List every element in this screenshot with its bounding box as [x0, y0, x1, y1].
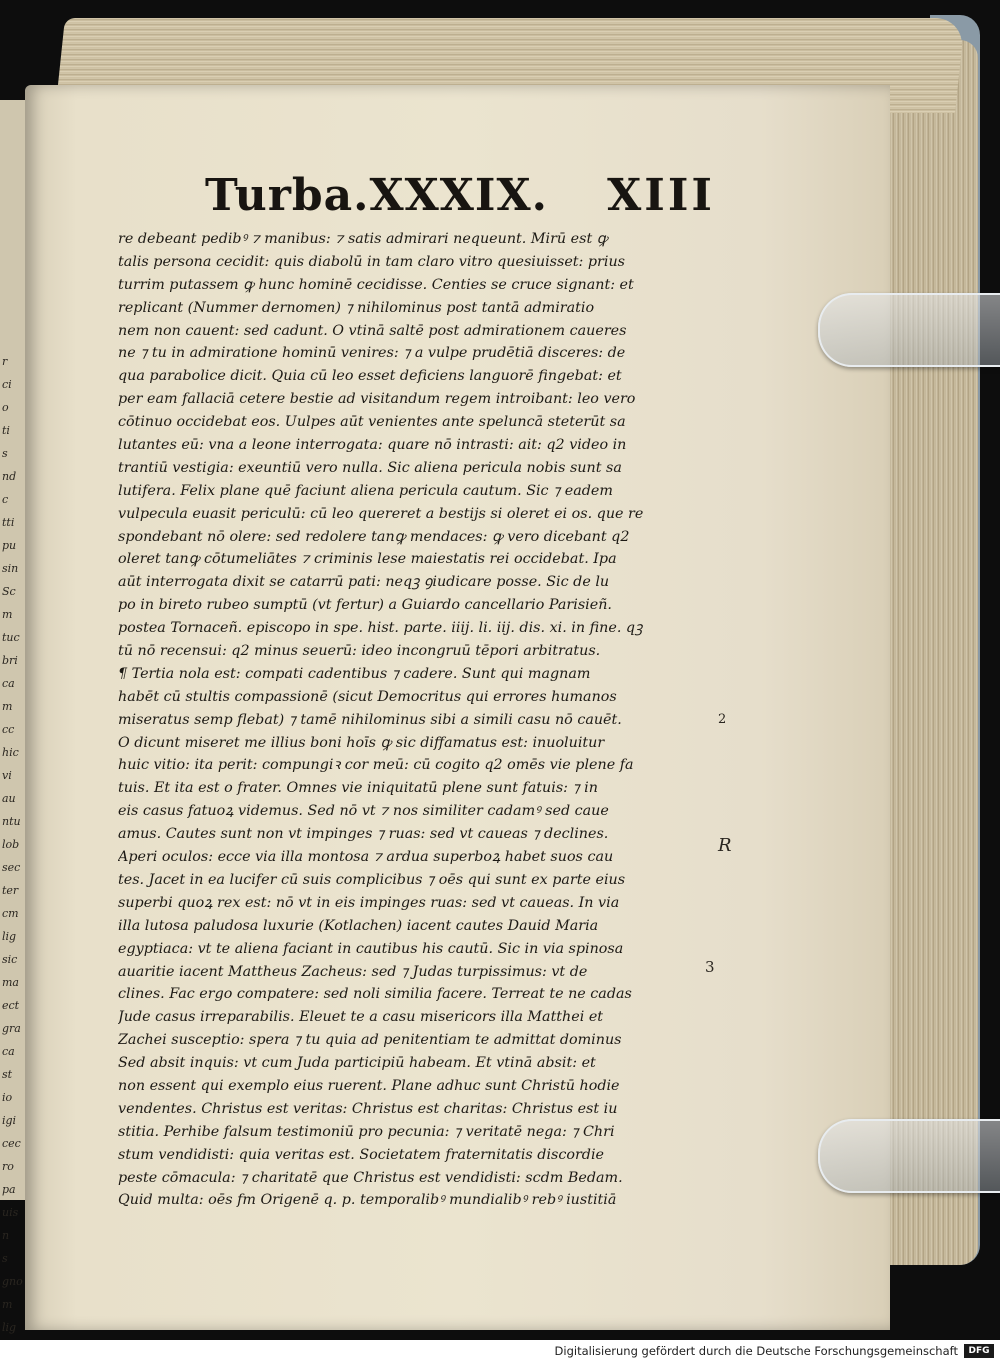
facing-page-fragment: vi	[2, 769, 12, 782]
facing-page-fragment: au	[2, 792, 16, 805]
facing-page-fragment: tuc	[2, 631, 20, 644]
text-line: turrim putassem ꝙ hunc hominē cecidisse. Centies se cruce signant: et	[118, 276, 634, 293]
text-line: oleret tanꝙ cōtumeliātes ⁊ criminis lese maiestatis rei occidebat. Ipa	[118, 551, 617, 568]
text-line: non essent qui exemplo eius ruerent. Plane adhuc sunt Christū hodie	[118, 1077, 620, 1094]
facing-page-fragment: lob	[2, 838, 20, 851]
text-line: tes. Jacet in ea lucifer cū suis complicibus ⁊ oēs qui sunt ex parte eius	[118, 871, 626, 888]
facing-page-fragment: cc	[2, 723, 15, 736]
facing-page-fragment: m	[2, 608, 13, 621]
facing-page-fragment: n	[2, 1229, 10, 1242]
facing-page-fragment: sin	[2, 562, 19, 575]
text-line: talis persona cecidit: quis diabolū in tam claro vitro quesiuisset: prius	[118, 253, 626, 270]
facing-page-fragment: m	[2, 700, 13, 713]
facing-page-fragment: sic	[2, 953, 18, 966]
facing-page-fragment: ro	[2, 1160, 14, 1173]
facing-page-fragment: ter	[2, 884, 19, 897]
text-line: Quid multa: oēs fm Origenē q. p. temporalibꝰ mundialibꝰ rebꝰ iustitiā	[118, 1192, 617, 1209]
facing-page-fragment: cm	[2, 907, 19, 920]
text-line: ¶ Tertia nola est: compati cadentibus ⁊ cadere. Sunt qui magnam	[118, 665, 591, 682]
facing-page-fragment: pu	[2, 539, 17, 552]
text-line: Sed absit inquis: vt cum Juda participiū habeam. Et vtinā absit: et	[118, 1055, 596, 1072]
text-line: auaritie iacent Mattheus Zacheus: sed ⁊ Judas turpissimus: vt de	[118, 963, 588, 980]
text-line: miseratus semp flebat) ⁊ tamē nihilominus sibi a simili casu nō cauēt.	[118, 711, 622, 728]
text-line: vendentes. Christus est veritas: Christus est charitas: Christus est iu	[118, 1100, 618, 1117]
facing-page-fragment: m	[2, 1298, 13, 1311]
page-clamp-top	[818, 293, 1000, 367]
facing-page-fragment: gno	[2, 1275, 23, 1288]
facing-page-fragment: s	[2, 1252, 8, 1265]
funding-credit: Digitalisierung gefördert durch die Deutsche Forschungsgemeinschaft	[554, 1344, 958, 1358]
facing-page-fragment: tti	[2, 516, 15, 529]
text-line: replicant (Nummer dernomen) ⁊ nihilominus post tantā admiratio	[118, 299, 595, 316]
text-line: qua parabolice dicit. Quia cū leo esset deficiens languorē fingebat: et	[118, 368, 622, 385]
text-line: postea Tornaceñ. episcopo in spe. hist. parte. iiij. li. iij. dis. xi. in fine. qꝫ	[118, 620, 643, 637]
facing-page-fragment: ect	[2, 999, 20, 1012]
facing-page-fragment: ca	[2, 677, 15, 690]
margin-note: 3	[705, 958, 715, 976]
page-clamp-bottom	[818, 1119, 1000, 1193]
text-line: tuis. Et ita est o frater. Omnes vie iniquitatū plene sunt fatuis: ⁊ in	[118, 780, 598, 797]
text-line: eis casus fatuoꝝ videmus. Sed nō vt ⁊ nos similiter cadamꝰ sed caue	[118, 803, 609, 820]
facing-page-fragment: cec	[2, 1137, 21, 1150]
facing-page-fragment: ca	[2, 1045, 15, 1058]
facing-page-fragment: ci	[2, 378, 12, 391]
facing-page-fragment: igi	[2, 1114, 17, 1127]
text-line: illa lutosa paludosa luxurie (Kotlachen) iacent cautes Dauid Maria	[118, 917, 599, 934]
text-line: per eam fallaciā cetere bestie ad visitandum regem introibant: leo vero	[118, 391, 636, 408]
facing-page-fragment: uis	[2, 1206, 19, 1219]
text-line: tū nō recensui: q2 minus seuerū: ideo incongruū tēpori arbitratus.	[118, 643, 601, 660]
facing-page-fragment: gra	[2, 1022, 21, 1035]
text-line: egyptiaca: vt te aliena faciant in cautibus his cautū. Sic in via spinosa	[118, 940, 624, 957]
text-line: superbi quoꝝ rex est: nō vt in eis impinges ruas: sed vt caueas. In via	[118, 894, 620, 911]
text-line: peste cōmacula: ⁊ charitatē que Christus est vendidisti: scdm Bedam.	[118, 1169, 623, 1186]
facing-page-fragment: st	[2, 1068, 13, 1081]
facing-page-fragment: o	[2, 401, 9, 414]
facing-page-fragment: io	[2, 1091, 13, 1104]
text-line: po in bireto rubeo sumptū (vt fertur) a Guiardo cancellario Parisieñ.	[118, 597, 612, 614]
facing-page-fragment: bri	[2, 654, 18, 667]
text-line: aūt interrogata dixit se catarrū pati: neqꝫ ꝯiudicare posse. Sic de lu	[118, 574, 610, 591]
folio-number: XIII	[607, 170, 715, 221]
dfg-logo: DFG	[964, 1344, 994, 1358]
text-line: spondebant nō olere: sed redolere tanꝙ mendaces: ꝙ vero dicebant q2	[118, 528, 630, 545]
text-line: amus. Cautes sunt non vt impinges ⁊ ruas: sed vt caueas ⁊ declines.	[118, 826, 609, 843]
margin-note: R	[718, 835, 732, 856]
text-line: lutifera. Felix plane quē faciunt aliena pericula cautum. Sic ⁊ eadem	[118, 482, 613, 499]
text-line: nem non cauent: sed cadunt. O vtinā saltē post admirationem caueres	[118, 322, 627, 339]
facing-page-fragment: lig	[2, 1321, 17, 1334]
text-line: ne ⁊ tu in admiratione hominū venires: ⁊ a vulpe prudētiā disceres: de	[118, 345, 626, 362]
text-line: habēt cū stultis compassionē (sicut Democritus qui errores humanos	[118, 688, 617, 705]
facing-page-fragment: ti	[2, 424, 10, 437]
text-line: Jude casus irreparabilis. Eleuet te a casu misericors illa Matthei et	[118, 1009, 604, 1026]
page-header	[205, 170, 715, 226]
text-line: lutantes eū: vna a leone interrogata: quare nō intrasti: ait: q2 video in	[118, 437, 627, 454]
text-line: stum vendidisti: quia veritas est. Societatem fraternitatis discordie	[118, 1146, 604, 1163]
facing-page-fragment: lig	[2, 930, 17, 943]
facing-page-fragment: ma	[2, 976, 19, 989]
page-body-text	[118, 228, 714, 1212]
text-line: Zachei susceptio: spera ⁊ tu quia ad penitentiam te admittat dominus	[118, 1032, 622, 1049]
facing-page-fragment: c	[2, 493, 9, 506]
text-line: stitia. Perhibe falsum testimoniū pro pecunia: ⁊ veritatē nega: ⁊ Chri	[118, 1123, 615, 1140]
footer-bar	[0, 1340, 1000, 1363]
facing-page-fragment: ntu	[2, 815, 21, 828]
facing-page-fragment: s	[2, 447, 8, 460]
facing-page-fragment: pa	[2, 1183, 16, 1196]
facing-page-fragment: sec	[2, 861, 21, 874]
margin-note: 2	[718, 712, 727, 727]
text-line: cōtinuo occidebat eos. Uulpes aūt venientes ante speluncā steterūt sa	[118, 414, 626, 431]
text-line: clines. Fac ergo compatere: sed noli similia facere. Terreat te ne cadas	[118, 986, 632, 1003]
text-line: huic vitio: ita perit: compungiꝛ cor meū: cū cogito q2 omēs vie plene fa	[118, 757, 634, 774]
text-line: trantiū vestigia: exeuntiū vero nulla. Sic aliena pericula nobis sunt sa	[118, 459, 622, 476]
facing-page-fragment: hic	[2, 746, 19, 759]
running-title: Turba.XXXIX.	[205, 170, 548, 221]
facing-page-fragment: Sc	[2, 585, 16, 598]
text-line: re debeant pedibꝰ ⁊ manibus: ⁊ satis admirari nequeunt. Mirū est ꝙ	[118, 231, 608, 247]
text-line: O dicunt miseret me illius boni hoīs ꝙ sic diffamatus est: inuoluitur	[118, 734, 605, 751]
facing-page-fragment: nd	[2, 470, 17, 483]
text-line: Aperi oculos: ecce via illa montosa ⁊ ardua superboꝝ habet suos cau	[118, 849, 614, 866]
facing-page-fragment: r	[2, 355, 8, 368]
text-line: vulpecula euasit periculū: cū leo quereret a bestijs si oleret ei os. que re	[118, 505, 644, 522]
